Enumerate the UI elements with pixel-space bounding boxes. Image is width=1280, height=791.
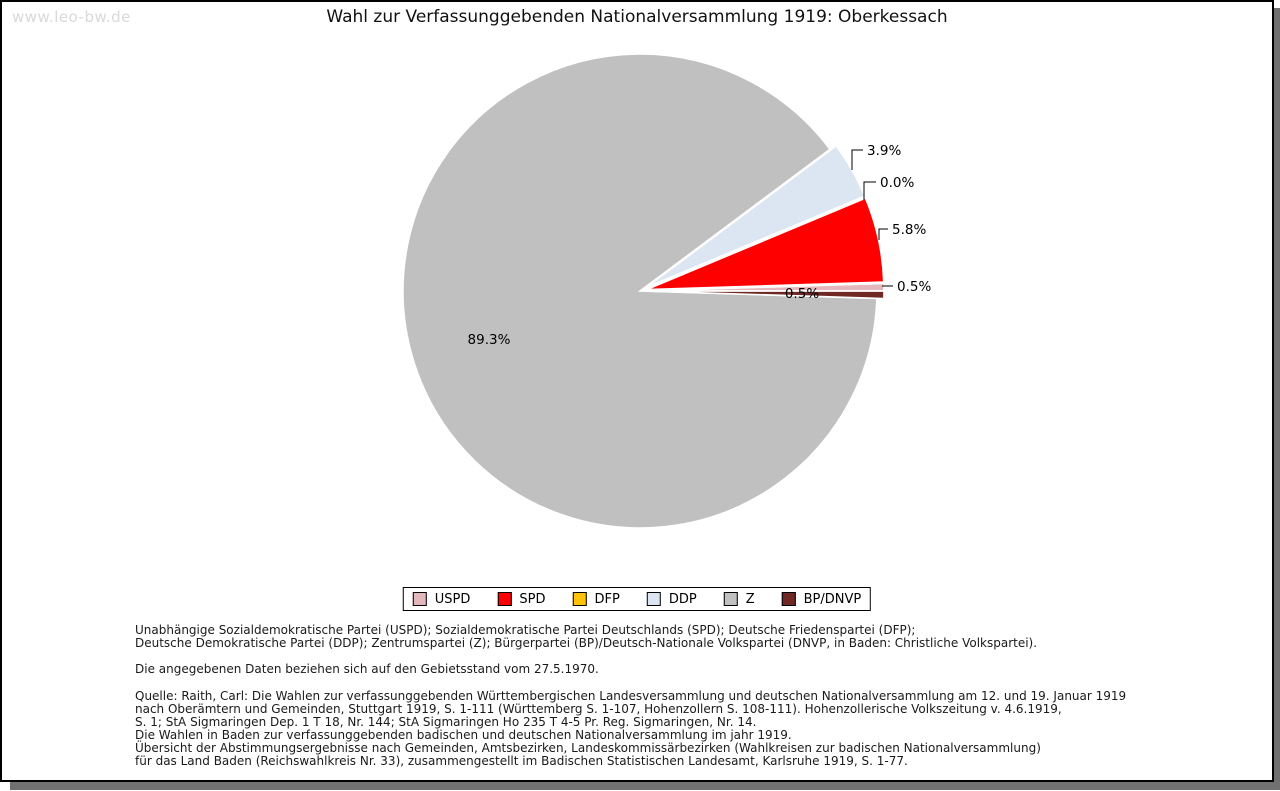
party-key-line-2: Deutsche Demokratische Partei (DDP); Zentrumspartei (Z); Bürgerpartei (BP)/Deutsch-Nationale Volkspartei (DNVP, in Baden: Christliche Volkspartei). [135, 636, 1038, 650]
legend-item-bp-dnvp [782, 592, 862, 607]
party-key-line-1: Unabhängige Sozialdemokratische Partei (USPD); Sozialdemokratische Partei Deutschlands (SPD); Deutsche Friedenspartei (DFP); [135, 623, 916, 637]
pie-leader-spd [879, 229, 888, 240]
pie-chart [2, 2, 1280, 582]
pie-label-dfp: 0.0% [880, 175, 915, 191]
chart-legend [403, 587, 871, 611]
legend-item-uspd [413, 592, 471, 607]
legend-swatch-spd [497, 592, 511, 606]
legend-label-spd: SPD [519, 591, 546, 607]
legend-item-spd [497, 592, 545, 607]
pie-leader-ddp [852, 150, 863, 170]
legend-item-ddp [647, 592, 697, 607]
legend-swatch-bp-dnvp [782, 592, 796, 606]
source-line-3: S. 1; StA Sigmaringen Dep. 1 T 18, Nr. 144; StA Sigmaringen Ho 235 T 4-5 Pr. Reg. Sigmaringen, Nr. 14. [135, 715, 757, 729]
source-line-1: Quelle: Raith, Carl: Die Wahlen zur verfassunggebenden Württembergischen Landesversammlung und deutschen Nationalversammlung am 12. und 19. Januar 1919 [135, 689, 1127, 703]
legend-swatch-z [724, 592, 738, 606]
legend-item-dfp [573, 592, 620, 607]
legend-label-ddp: DDP [668, 591, 697, 607]
watermark-leo-bw: www.leo-bw.de [12, 8, 131, 26]
pie-label-bp-dnvp: 0.5% [784, 286, 820, 302]
pie-label-ddp: 3.9% [867, 143, 902, 159]
legend-label-z: Z [745, 591, 755, 607]
legend-swatch-uspd [413, 592, 427, 606]
party-key-text [135, 624, 1037, 650]
data-note-text: Die angegebenen Daten beziehen sich auf den Gebietsstand vom 27.5.1970. [135, 662, 599, 676]
source-line-4: Die Wahlen in Baden zur verfassunggebenden badischen und deutschen Nationalversammlung im jahr 1919. [135, 728, 792, 742]
legend-swatch-dfp [573, 592, 587, 606]
source-line-6: für das Land Baden (Reichswahlkreis Nr. 33), zusammengestellt im Badischen Statistischen Landesamt, Karlsruhe 1919, S. 1-77. [135, 754, 908, 768]
pie-label-z: 89.3% [467, 332, 511, 348]
legend-label-uspd: USPD [434, 591, 471, 607]
source-text [135, 690, 1126, 768]
legend-label-dfp: DFP [594, 591, 620, 607]
source-line-5: Übersicht der Abstimmungsergebnisse nach Gemeinden, Amtsbezirken, Landeskommissärbezirken (Wahlkreisen zur badischen Nationalversammlung) [135, 741, 1041, 755]
pie-label-uspd: 0.5% [897, 279, 932, 295]
pie-label-spd: 5.8% [892, 222, 927, 238]
source-line-2: nach Oberämtern und Gemeinden, Stuttgart 1919, S. 1-111 (Württemberg S. 1-107, Hohenzollern S. 108-111). Hohenzollerische Volkszeitung v. 4.6.1919, [135, 702, 1062, 716]
chart-title: Wahl zur Verfassunggebenden Nationalversammlung 1919: Oberkessach [326, 7, 948, 27]
legend-item-z [724, 592, 755, 607]
legend-label-bp-dnvp: BP/DNVP [803, 591, 862, 607]
legend-swatch-ddp [647, 592, 661, 606]
